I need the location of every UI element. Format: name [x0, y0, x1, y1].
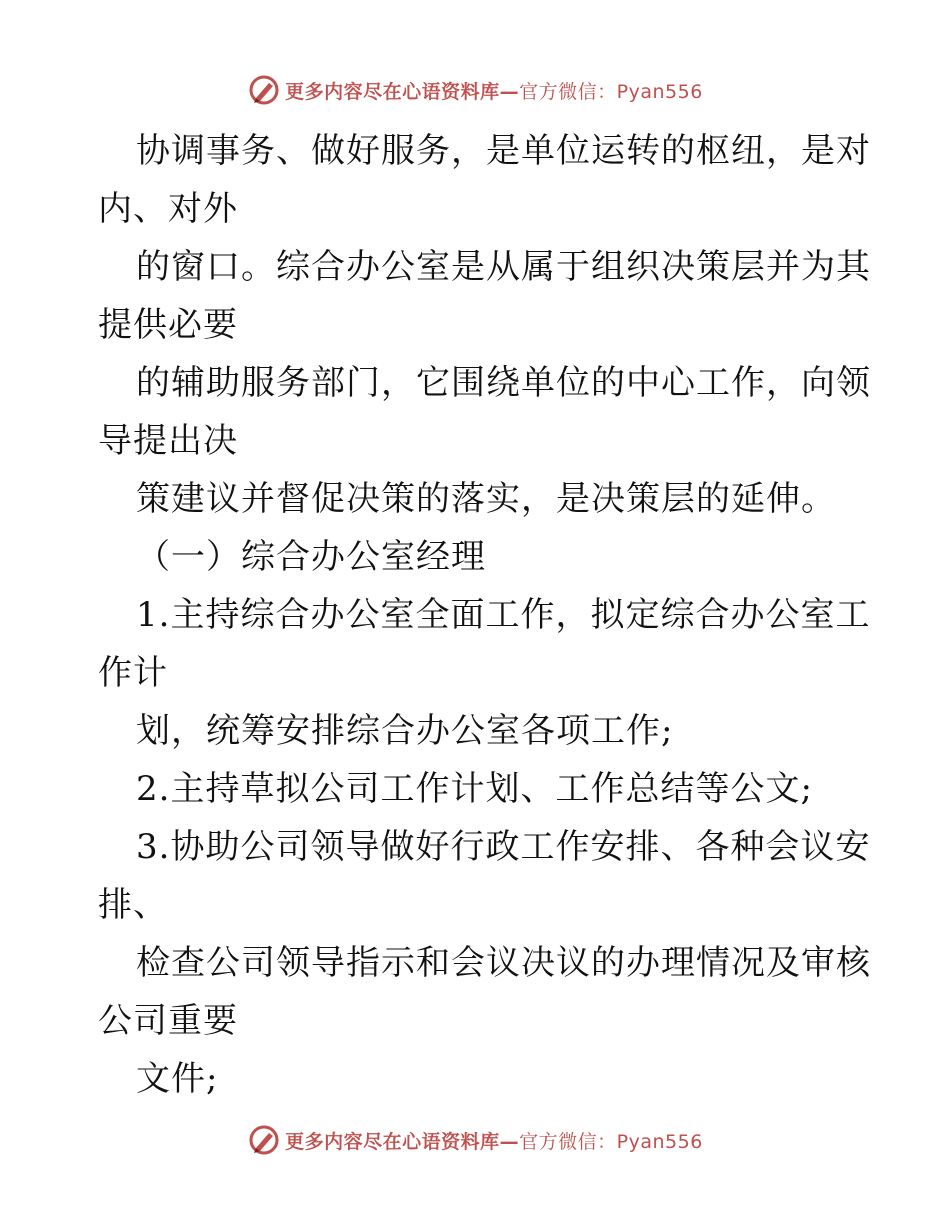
document-body — [98, 122, 871, 1108]
list-item-line: 3.协助公司领导做好行政工作安排、各种会议安 — [136, 827, 871, 867]
list-item-line: 检查公司领导指示和会议决议的办理情况及审核 — [136, 943, 871, 983]
footer-banner-text: 更多内容尽在心语资料库—官方微信：Pyan556 — [285, 1130, 703, 1153]
list-item-line: 排、 — [98, 885, 168, 925]
list-item-line: 2.主持草拟公司工作计划、工作总结等公文; — [136, 769, 813, 809]
list-item-line: 作计 — [98, 653, 168, 693]
footer-banner — [0, 1120, 950, 1160]
header-banner-text: 更多内容尽在心语资料库—官方微信：Pyan556 — [285, 80, 703, 103]
list-item-line: 文件; — [136, 1059, 219, 1099]
pen-logo-icon — [247, 1123, 281, 1157]
pen-logo-icon — [247, 73, 281, 107]
header-banner — [0, 70, 950, 110]
paragraph-line: 内、对外 — [98, 189, 238, 229]
paragraph-line: 导提出决 — [98, 421, 238, 461]
paragraph-line: 的窗口。综合办公室是从属于组织决策层并为其 — [136, 247, 871, 287]
paragraph-line: 提供必要 — [98, 305, 238, 345]
section-heading: （一）综合办公室经理 — [136, 537, 486, 577]
paragraph-line: 策建议并督促决策的落实，是决策层的延伸。 — [136, 479, 836, 519]
list-item-line: 公司重要 — [98, 1001, 238, 1041]
paragraph-line: 的辅助服务部门，它围绕单位的中心工作，向领 — [136, 363, 871, 403]
list-item-line: 划，统筹安排综合办公室各项工作; — [136, 711, 674, 751]
list-item-line: 1.主持综合办公室全面工作，拟定综合办公室工 — [136, 595, 871, 635]
paragraph-line: 协调事务、做好服务，是单位运转的枢纽，是对 — [136, 131, 871, 171]
